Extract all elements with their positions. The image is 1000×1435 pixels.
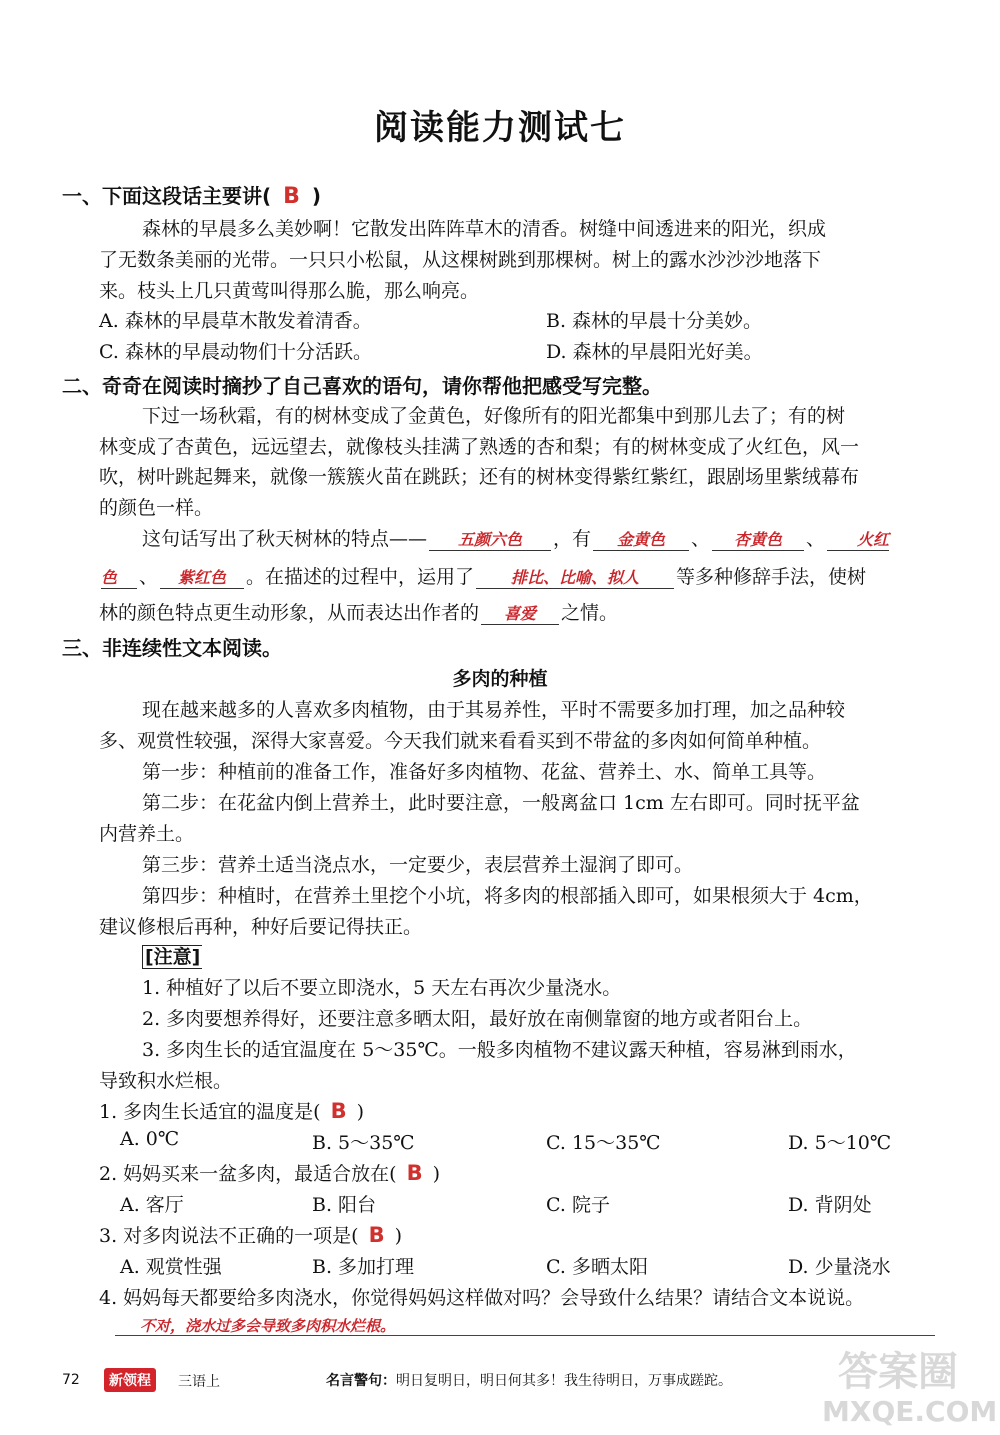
sub-q3-option-a: A. 观赏性强 [120,1256,222,1278]
answer-line [115,1335,935,1336]
sub-question-4-answer: 不对，浇水过多会导致多肉积水烂根。 [140,1317,396,1335]
q2-passage-line: 林变成了杏黄色，远远望去，就像枝头挂满了熟透的杏和梨；有的树林变成了火红色，风一 [99,436,860,458]
sub-q3-option-b: B. 多加打理 [312,1256,415,1278]
q1-heading-close: ) [311,184,322,208]
article-title: 多肉的种植 [452,668,548,690]
q2-blank-6 [476,565,674,589]
q1-option-d: D. 森林的早晨阳光好美。 [546,341,763,363]
sub-q1-option-d: D. 5～10℃ [788,1132,892,1154]
sub-question-close: ) [394,1225,403,1247]
article-paragraph-line: 多、观赏性较强，深得大家喜爱。今天我们就来看看买到不带盆的多肉如何简单种植。 [99,730,822,752]
article-paragraph-line: 第一步：种植前的准备工作，准备好多肉植物、花盆、营养土、水、简单工具等。 [142,761,827,783]
motto-label: 名言警句： [326,1373,396,1389]
article-paragraph-line: 建议修根后再种，种好后要记得扶正。 [99,916,423,938]
sub-q3-option-d: D. 少量浇水 [788,1256,891,1278]
q2-fill-line-1 [142,524,891,551]
sub-q2-option-c: C. 院子 [546,1194,610,1216]
sub-question-answer: B [330,1099,347,1123]
note-line: 1. 种植好了以后不要立即浇水，5 天左右再次少量浇水。 [142,977,622,999]
q2-fill-text: 这句话写出了秋天树林的特点—— [142,528,428,550]
q2-answer-1: 五颜六色 [458,530,523,549]
q2-answer-4b: 色 [101,568,118,587]
sub-q2-option-b: B. 阳台 [312,1194,377,1216]
q2-fill-text: 等多种修辞手法，使树 [676,566,867,588]
q2-blank-3 [712,527,804,551]
q2-fill-text: 、 [139,566,159,588]
q2-passage-line: 的颜色一样。 [99,497,214,519]
q3-heading: 三、非连续性文本阅读。 [62,636,282,660]
sub-q1-option-b: B. 5～35℃ [312,1132,415,1154]
sub-q1-option-c: C. 15～35℃ [546,1132,661,1154]
note-label [142,942,202,969]
q2-answer-5: 紫红色 [178,568,227,587]
q2-blank-1 [429,527,551,551]
q2-answer-6: 排比、比喻、拟人 [511,568,640,587]
sub-q2-option-a: A. 客厅 [120,1194,184,1216]
motto-text: 明日复明日，明日何其多！我生待明日，万事成蹉跎。 [396,1373,732,1389]
q2-fill-text: 、 [806,528,826,550]
q2-blank-7 [481,601,559,625]
q2-blank-4 [827,527,889,551]
brand-label: 新领程 [104,1368,156,1392]
q1-option-a: A. 森林的早晨草木散发着清香。 [99,310,372,332]
sub-q2-option-d: D. 背阴处 [788,1194,872,1216]
sub-question-close: ) [432,1163,441,1185]
sub-question-close: ) [356,1101,365,1123]
article-paragraph-line: 第四步：种植时，在营养土里挖个小坑，将多肉的根部插入即可，如果根须大于 4cm， [142,885,873,907]
sub-question-stem: 3. 对多肉说法不正确的一项是( [99,1225,359,1247]
q1-passage-line: 森林的早晨多么美妙啊！它散发出阵阵草木的清香。树缝中间透进来的阳光，织成 [142,218,827,240]
q2-answer-3: 杏黄色 [734,530,783,549]
sub-q3-option-c: C. 多晒太阳 [546,1256,648,1278]
q2-blank-5 [160,565,244,589]
article-paragraph-line: 内营养土。 [99,823,195,845]
sub-question-4: 4. 妈妈每天都要给多肉浇水，你觉得妈妈这样做对吗？会导致什么结果？请结合文本说说。 [99,1287,865,1309]
article-paragraph-line: 第二步：在花盆内倒上营养土，此时要注意，一般离盆口 1cm 左右即可。同时抚平盆 [142,792,860,814]
q2-fill-text: ，有 [553,528,592,550]
note-label-box: [注意] [142,945,202,969]
sub-question-stem: 2. 妈妈买来一盆多肉，最适合放在( [99,1163,397,1185]
q1-heading [62,180,321,209]
q2-passage-line: 下过一场秋霜，有的树林变成了金黄色，好像所有的阳光都集中到那儿去了；有的树 [142,405,846,427]
q2-fill-text: 林的颜色特点更生动形象，从而表达出作者的 [99,602,480,624]
q2-blank-4-cont [101,565,137,589]
q2-fill-line-2 [99,562,866,589]
page-title: 阅读能力测试七 [374,108,626,148]
q2-answer-2: 金黄色 [617,530,666,549]
sub-question-answer: B [406,1161,423,1185]
sub-question-3 [99,1221,402,1248]
q2-answer-7: 喜爱 [504,604,537,623]
sub-question-1 [99,1097,364,1124]
q1-option-c: C. 森林的早晨动物们十分活跃。 [99,341,372,363]
q2-fill-line-3 [99,598,618,625]
q1-passage-line: 了无数条美丽的光带。一只只小松鼠，从这棵树跳到那棵树。树上的露水沙沙沙地落下 [99,249,822,271]
sub-question-stem: 1. 多肉生长适宜的温度是( [99,1101,321,1123]
note-line: 3. 多肉生长的适宜温度在 5～35℃。一般多肉植物不建议露天种植，容易淋到雨水， [142,1039,857,1061]
page-number: 72 [62,1372,80,1388]
grade-label: 三语上 [178,1374,220,1390]
article-paragraph-line: 现在越来越多的人喜欢多肉植物，由于其易养性，平时不需要多加打理，加之品种较 [142,699,846,721]
sub-question-answer: B [368,1223,385,1247]
q2-blank-2 [593,527,689,551]
note-line: 2. 多肉要想养得好，还要注意多晒太阳，最好放在南侧靠窗的地方或者阳台上。 [142,1008,813,1030]
note-line: 导致积水烂根。 [99,1070,233,1092]
q2-fill-text: 之情。 [561,602,619,624]
brand-logo [104,1368,156,1392]
watermark-logo: 答案圈 [838,1349,958,1395]
sub-q1-option-a: A. 0℃ [120,1128,180,1150]
sub-question-2 [99,1159,440,1186]
q2-fill-text: 。在描述的过程中，运用了 [246,566,475,588]
q1-heading-text: 一、下面这段话主要讲( [62,184,272,208]
article-paragraph-line: 第三步：营养土适当浇点水，一定要少，表层营养土湿润了即可。 [142,854,694,876]
watermark-url: MXQE.COM [822,1395,998,1428]
q2-fill-text: 、 [691,528,711,550]
q1-option-b: B. 森林的早晨十分美妙。 [546,310,763,332]
motto [326,1370,732,1390]
q2-answer-4a: 火红 [857,530,890,549]
q1-answer: B [283,184,300,209]
q1-passage-line: 来。枝头上几只黄莺叫得那么脆，那么响亮。 [99,280,480,302]
q2-heading: 二、奇奇在阅读时摘抄了自己喜欢的语句，请你帮他把感受写完整。 [62,374,662,398]
q2-passage-line: 吹，树叶跳起舞来，就像一簇簇火苗在跳跃；还有的树林变得紫红紫红，跟剧场里紫绒幕布 [99,466,860,488]
